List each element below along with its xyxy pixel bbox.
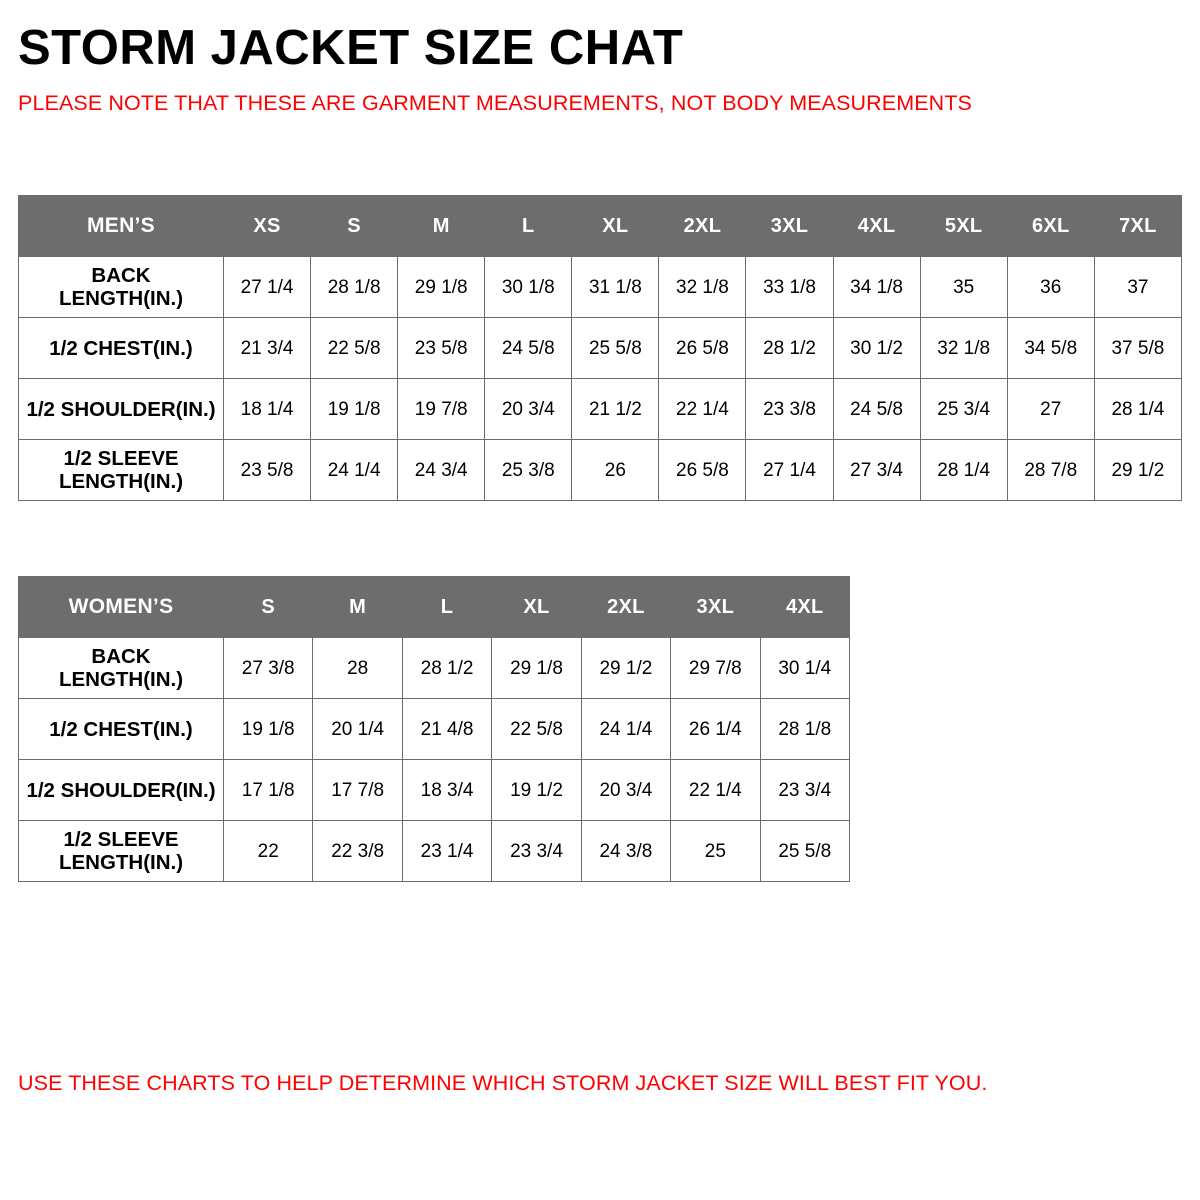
table-row — [19, 638, 850, 699]
row-label: 1/2 CHEST(IN.) — [19, 699, 224, 760]
row-label-line2: LENGTH(IN.) — [58, 287, 184, 311]
measurement-cell: 22 5/8 — [492, 699, 581, 760]
table-row — [19, 379, 1182, 440]
measurement-cell: 18 1/4 — [224, 379, 311, 440]
column-header: 6XL — [1007, 196, 1094, 257]
measurement-cell: 22 — [224, 821, 313, 882]
column-header: XL — [492, 577, 581, 638]
column-header: 5XL — [920, 196, 1007, 257]
measurement-cell: 20 1/4 — [313, 699, 402, 760]
column-header: 2XL — [581, 577, 670, 638]
mens-table-corner-label: MEN’S — [19, 196, 224, 257]
column-header: M — [313, 577, 402, 638]
measurement-cell: 24 1/4 — [311, 440, 398, 501]
measurement-cell: 29 1/2 — [581, 638, 670, 699]
table-row — [19, 257, 1182, 318]
measurement-cell: 34 5/8 — [1007, 318, 1094, 379]
row-label-line2: LENGTH(IN.) — [58, 851, 184, 875]
measurement-cell: 18 3/4 — [402, 760, 491, 821]
column-header: L — [485, 196, 572, 257]
measurement-cell: 28 1/4 — [1094, 379, 1181, 440]
column-header: XL — [572, 196, 659, 257]
measurement-cell: 25 — [671, 821, 760, 882]
column-header: S — [311, 196, 398, 257]
measurement-cell: 23 5/8 — [224, 440, 311, 501]
column-header: 3XL — [671, 577, 760, 638]
measurement-cell: 27 3/4 — [833, 440, 920, 501]
measurement-cell: 27 — [1007, 379, 1094, 440]
measurement-cell: 26 5/8 — [659, 318, 746, 379]
measurement-cell: 22 5/8 — [311, 318, 398, 379]
measurement-cell: 26 — [572, 440, 659, 501]
measurement-cell: 27 1/4 — [746, 440, 833, 501]
row-label-line2: LENGTH(IN.) — [58, 668, 184, 692]
measurement-cell: 26 1/4 — [671, 699, 760, 760]
column-header: 7XL — [1094, 196, 1181, 257]
measurement-cell: 37 — [1094, 257, 1181, 318]
measurement-cell: 32 1/8 — [659, 257, 746, 318]
table-row — [19, 760, 850, 821]
measurement-cell: 19 1/8 — [311, 379, 398, 440]
table-header-row — [19, 196, 1182, 257]
column-header: 2XL — [659, 196, 746, 257]
womens-table-corner-label: WOMEN’S — [19, 577, 224, 638]
column-header: 4XL — [833, 196, 920, 257]
column-header: 4XL — [760, 577, 849, 638]
table-row — [19, 699, 850, 760]
row-label-line1: BACK — [91, 263, 151, 287]
measurement-cell: 29 1/8 — [398, 257, 485, 318]
page-title: STORM JACKET SIZE CHAT — [18, 21, 684, 75]
measurement-cell: 26 5/8 — [659, 440, 746, 501]
table-row — [19, 318, 1182, 379]
measurement-cell: 37 5/8 — [1094, 318, 1181, 379]
row-label: 1/2 SHOULDER(IN.) — [19, 760, 224, 821]
measurement-cell: 23 3/8 — [746, 379, 833, 440]
column-header: XS — [224, 196, 311, 257]
measurement-cell: 20 3/4 — [581, 760, 670, 821]
row-label: 1/2 CHEST(IN.) — [19, 318, 224, 379]
column-header: 3XL — [746, 196, 833, 257]
measurement-cell: 23 3/4 — [760, 760, 849, 821]
measurement-cell: 35 — [920, 257, 1007, 318]
row-label-line1: BACK — [91, 644, 151, 668]
measurement-cell: 28 7/8 — [1007, 440, 1094, 501]
measurement-cell: 24 5/8 — [833, 379, 920, 440]
measurement-cell: 31 1/8 — [572, 257, 659, 318]
measurement-cell: 25 5/8 — [760, 821, 849, 882]
mens-size-table — [18, 195, 1182, 501]
measurement-cell: 28 1/4 — [920, 440, 1007, 501]
row-label-line1: 1/2 SLEEVE — [63, 446, 179, 470]
measurement-cell: 28 1/8 — [311, 257, 398, 318]
row-label — [19, 638, 224, 699]
measurement-cell: 29 1/8 — [492, 638, 581, 699]
measurement-cell: 34 1/8 — [833, 257, 920, 318]
measurement-cell: 17 7/8 — [313, 760, 402, 821]
row-label-line1: 1/2 SLEEVE — [63, 827, 179, 851]
measurement-cell: 19 1/8 — [224, 699, 313, 760]
measurement-cell: 17 1/8 — [224, 760, 313, 821]
column-header: S — [224, 577, 313, 638]
measurement-cell: 32 1/8 — [920, 318, 1007, 379]
row-label-line2: LENGTH(IN.) — [58, 470, 184, 494]
measurement-cell: 29 7/8 — [671, 638, 760, 699]
measurement-cell: 23 5/8 — [398, 318, 485, 379]
measurement-cell: 30 1/4 — [760, 638, 849, 699]
measurement-cell: 25 5/8 — [572, 318, 659, 379]
measurement-cell: 24 5/8 — [485, 318, 572, 379]
measurement-cell: 19 7/8 — [398, 379, 485, 440]
measurement-cell: 30 1/2 — [833, 318, 920, 379]
row-label: 1/2 SHOULDER(IN.) — [19, 379, 224, 440]
measurement-cell: 28 1/2 — [402, 638, 491, 699]
measurement-cell: 27 3/8 — [224, 638, 313, 699]
measurement-cell: 20 3/4 — [485, 379, 572, 440]
measurement-cell: 19 1/2 — [492, 760, 581, 821]
measurement-cell: 23 1/4 — [402, 821, 491, 882]
column-header: M — [398, 196, 485, 257]
measurement-cell: 24 1/4 — [581, 699, 670, 760]
column-header: L — [402, 577, 491, 638]
measurement-cell: 23 3/4 — [492, 821, 581, 882]
measurement-cell: 24 3/4 — [398, 440, 485, 501]
footer-note: USE THESE CHARTS TO HELP DETERMINE WHICH STORM JACKET SIZE WILL BEST FIT YOU. — [18, 1071, 988, 1095]
measurement-cell: 21 3/4 — [224, 318, 311, 379]
womens-size-table — [18, 576, 850, 882]
measurement-note: PLEASE NOTE THAT THESE ARE GARMENT MEASUREMENTS, NOT BODY MEASUREMENTS — [18, 90, 972, 115]
measurement-cell: 24 3/8 — [581, 821, 670, 882]
row-label — [19, 821, 224, 882]
table-row — [19, 821, 850, 882]
measurement-cell: 30 1/8 — [485, 257, 572, 318]
measurement-cell: 36 — [1007, 257, 1094, 318]
measurement-cell: 27 1/4 — [224, 257, 311, 318]
row-label — [19, 440, 224, 501]
measurement-cell: 28 1/2 — [746, 318, 833, 379]
measurement-cell: 28 — [313, 638, 402, 699]
measurement-cell: 22 1/4 — [671, 760, 760, 821]
measurement-cell: 22 3/8 — [313, 821, 402, 882]
measurement-cell: 33 1/8 — [746, 257, 833, 318]
row-label — [19, 257, 224, 318]
table-row — [19, 440, 1182, 501]
measurement-cell: 21 1/2 — [572, 379, 659, 440]
measurement-cell: 25 3/4 — [920, 379, 1007, 440]
measurement-cell: 21 4/8 — [402, 699, 491, 760]
measurement-cell: 28 1/8 — [760, 699, 849, 760]
measurement-cell: 22 1/4 — [659, 379, 746, 440]
table-header-row — [19, 577, 850, 638]
measurement-cell: 29 1/2 — [1094, 440, 1181, 501]
measurement-cell: 25 3/8 — [485, 440, 572, 501]
